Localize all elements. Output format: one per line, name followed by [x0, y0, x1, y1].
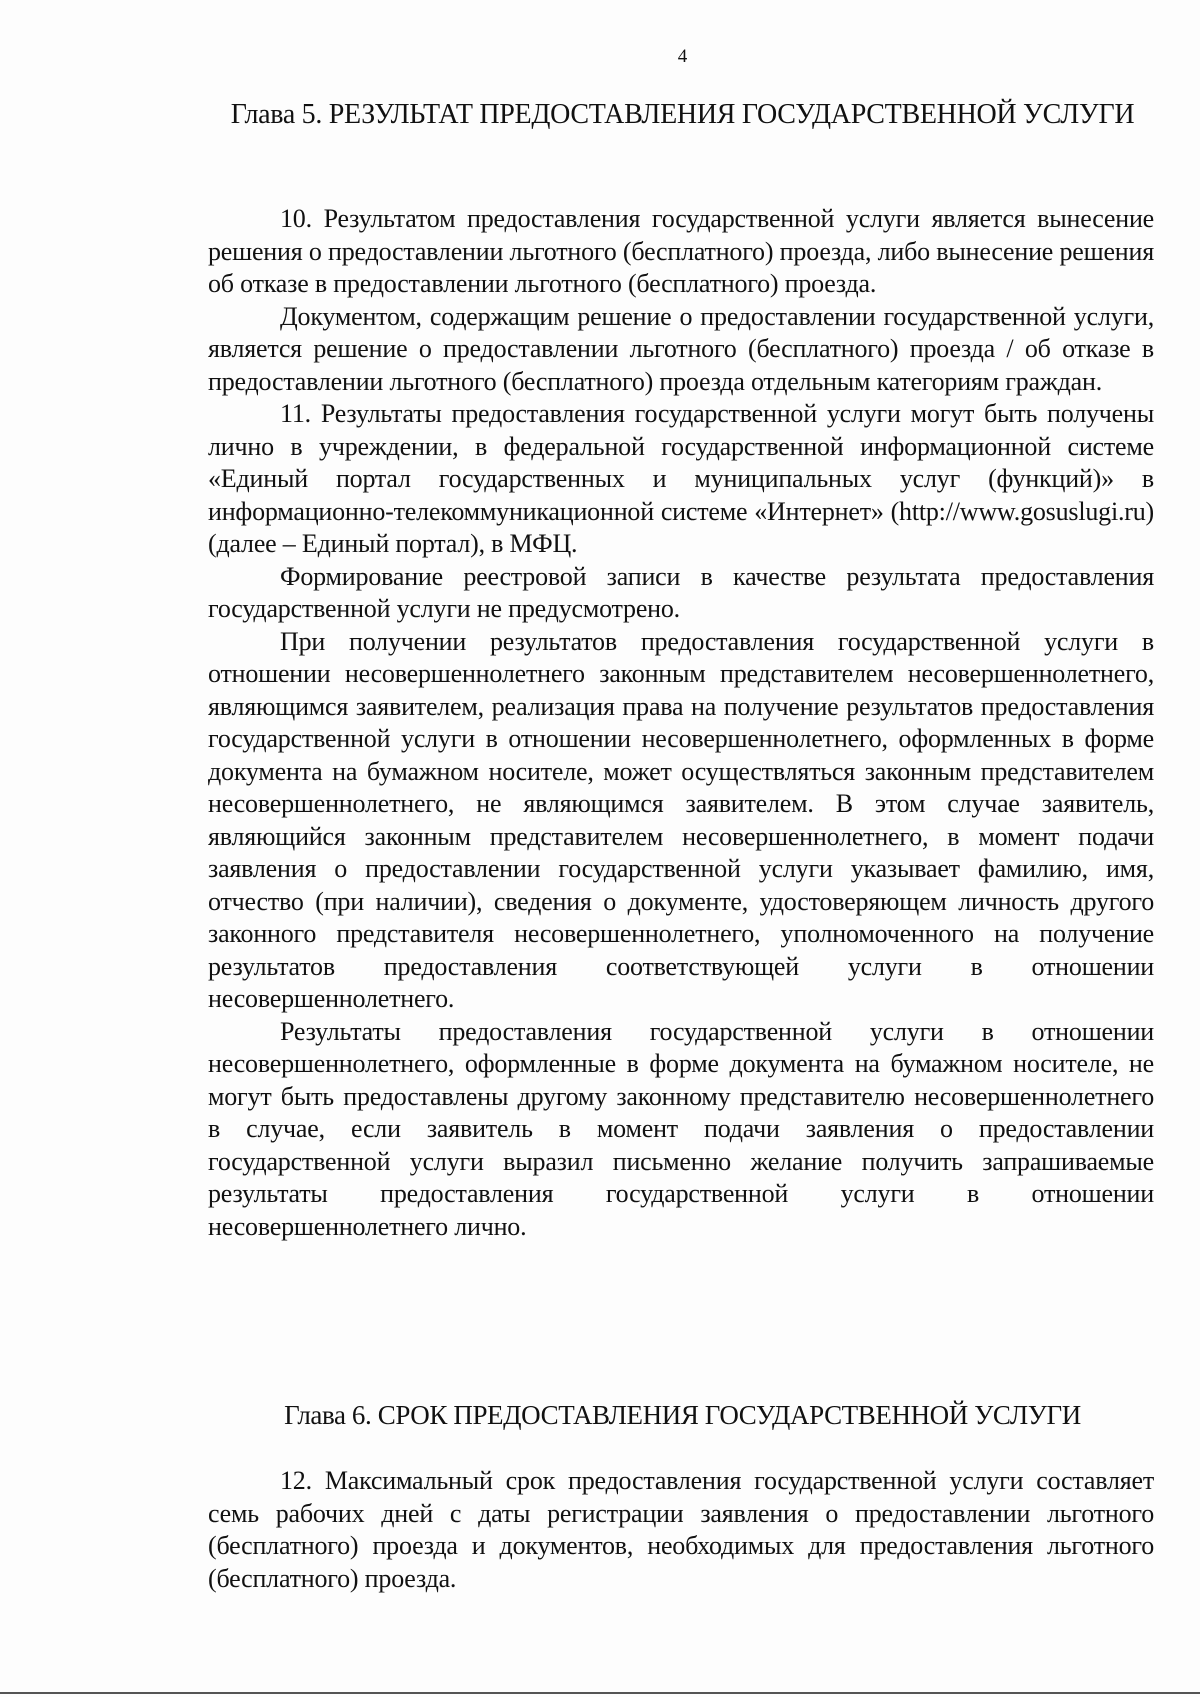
chapter-5-body: [208, 203, 1154, 1243]
paragraph-12: 12. Максимальный срок предоставления государственной услуги составляет семь рабочих дней с даты регистрации заявления о предоставлении льготного (бесплатного) проезда и документов, необходимых для предоставления льготного (бесплатного) проезда.: [208, 1466, 1154, 1593]
chapter-5-heading: Глава 5. РЕЗУЛЬТАТ ПРЕДОСТАВЛЕНИЯ ГОСУДАРСТВЕННОЙ УСЛУГИ: [230, 99, 1135, 130]
paragraph-result-document: Документом, содержащим решение о предоставлении государственной услуги, является решение о предоставлении льготного (бесплатного) проезда / об отказе в предоставлении льготного (бесплатного) проезда отдельным категориям граждан.: [208, 301, 1154, 396]
paragraph-10: 10. Результатом предоставления государственной услуги является вынесение решения о предоставлении льготного (бесплатного) проезда, либо вынесение решения об отказе в предоставлении льготного (бесплатного) проезда.: [208, 204, 1154, 298]
paragraph-11: 11. Результаты предоставления государственной услуги могут быть получены лично в учреждении, в федеральной государственной информационной системе «Единый портал государственных и муниципальных услуг (функций)» в информационно-телекоммуникационной системе «Интернет» (http://www.gosuslugi.ru) (далее – Единый портал), в МФЦ.: [208, 399, 1154, 558]
page-bottom-edge: [0, 1692, 1200, 1694]
paragraph-minor-restriction: Результаты предоставления государственной услуги в отношении несовершеннолетнего, оформленные в форме документа на бумажном носителе, не могут быть предоставлены другому законному представителю несовершеннолетнего в случае, если заявитель в момент подачи заявления о предоставлении государственной услуги выразил письменно желание получить запрашиваемые результаты предоставления государственной услуги в отношении несовершеннолетнего лично.: [208, 1016, 1154, 1241]
paragraph-minor-results: При получении результатов предоставления государственной услуги в отношении несовершеннолетнего законным представителем несовершеннолетнего, являющимся заявителем, реализация права на получение результатов предоставления государственной услуги в отношении несовершеннолетнего, оформленных в форме документа на бумажном носителе, может осуществляться законным представителем несовершеннолетнего, не являющимся заявителем. В этом случае заявитель, являющийся законным представителем несовершеннолетнего, в момент подачи заявления о предоставлении государственной услуги указывает фамилию, имя, отчество (при наличии), сведения о документе, удостоверяющем личность другого законного представителя несовершеннолетнего, уполномоченного на получение результатов предоставления соответствующей услуги в отношении несовершеннолетнего.: [208, 626, 1154, 1013]
chapter-6-body: [208, 1465, 1154, 1595]
paragraph-registry-record: Формирование реестровой записи в качестве результата предоставления государственной услуги не предусмотрено.: [208, 561, 1154, 623]
chapter-6-heading: Глава 6. СРОК ПРЕДОСТАВЛЕНИЯ ГОСУДАРСТВЕННОЙ УСЛУГИ: [284, 1400, 1081, 1430]
page-number: 4: [677, 46, 688, 67]
